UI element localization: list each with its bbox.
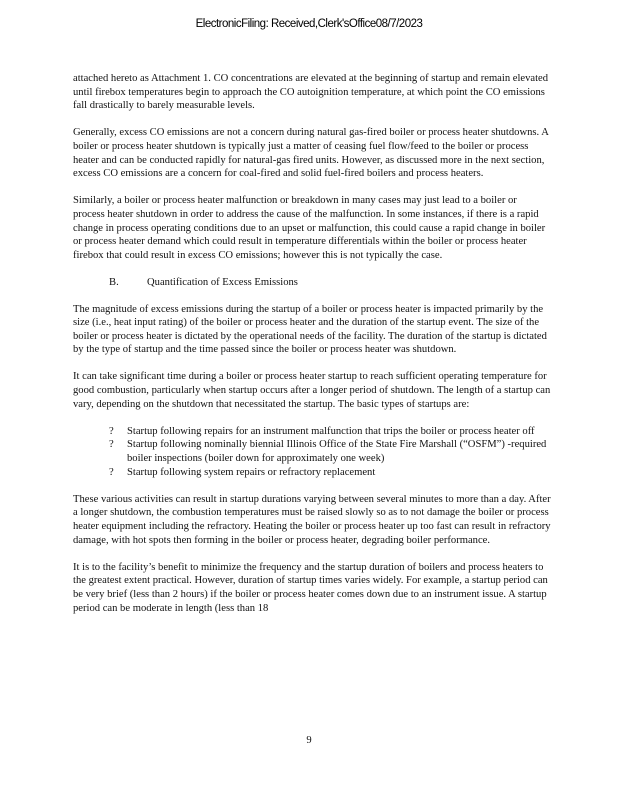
paragraph: Generally, excess CO emissions are not a concern during natural gas-fired boiler or process heater shutdowns. A boiler or process heater shutdown is typically just a matter of ceasing fuel flow/feed to the boiler or process heater and can be conducted rapidly for natural-gas fired units. However, as discussed more in the next section, excess CO emissions are a concern for coal-fired and solid fuel-fired boilers and process heaters. <box>73 127 549 180</box>
page-number: 9 <box>306 735 312 746</box>
startup-types-list <box>73 425 551 479</box>
electronic-filing-stamp: ElectronicFiling: Received,Clerk'sOffice08/7/2023 <box>195 18 423 30</box>
section-letter: B. <box>109 276 119 288</box>
list-item-text: Startup following repairs for an instrument malfunction that trips the boiler or process heater off <box>127 425 535 437</box>
bullet-marker: ? <box>109 466 114 478</box>
paragraph: These various activities can result in startup durations varying between several minutes to more than a day. After a longer shutdown, the combustion temperatures must be raised slowly so as to not damage the boiler or process heater equipment including the refractory. Heating the boiler or process heater up too fast can result in refractory damage, with hot spots then forming in the boiler or process heater, degrading boiler performance. <box>73 493 551 546</box>
list-item-text: Startup following nominally biennial Illinois Office of the State Fire Marshall (“OSFM”) -required boiler inspections (boiler down for approximately one week) <box>127 439 547 465</box>
document-body <box>73 72 551 629</box>
paragraph: It is to the facility’s benefit to minimize the frequency and the startup duration of boilers and process heaters to the greatest extent practical. However, duration of startup times varies widely. For example, a startup period can be very brief (less than 2 hours) if the boiler or process heater comes down due to an instrument issue. A startup period can be moderate in length (less than 18 <box>73 561 548 614</box>
list-item <box>73 425 551 439</box>
list-item <box>73 438 551 465</box>
section-heading <box>73 276 551 290</box>
list-item <box>73 466 551 480</box>
list-item-text: Startup following system repairs or refractory replacement <box>127 466 376 478</box>
paragraph: attached hereto as Attachment 1. CO concentrations are elevated at the beginning of startup and remain elevated until firebox temperatures begin to approach the CO autoignition temperature, at which point the CO emissions fall drastically to barely measurable levels. <box>73 73 549 112</box>
section-title: Quantification of Excess Emissions <box>147 276 298 288</box>
paragraph: It can take significant time during a boiler or process heater startup to reach sufficient operating temperature for good combustion, particularly when startup occurs after a longer period of shutdown. The length of a startup can vary, depending on the shutdown that necessitated the startup. The basic types of startups are: <box>73 371 551 410</box>
paragraph: Similarly, a boiler or process heater malfunction or breakdown in many cases may just lead to a boiler or process heater shutdown in order to address the cause of the malfunction. In some instances, if there is a rapid change in process operating conditions due to an upset or malfunction, this could cause a rapid change in boiler or process heater demand which could result in temperature differentials within the boiler or process heater firebox that could result in excess CO emissions; however this is not typically the case. <box>73 195 546 261</box>
paragraph: The magnitude of excess emissions during the startup of a boiler or process heater is impacted primarily by the size (i.e., heat input rating) of the boiler or process heater and the duration of the startup event. The size of the boiler or process heater is dictated by the operational needs of the facility. The duration of the startup is dictated by the type of startup and the time passed since the boiler or process heater was shutdown. <box>73 303 547 356</box>
bullet-marker: ? <box>109 439 114 451</box>
bullet-marker: ? <box>109 425 114 437</box>
